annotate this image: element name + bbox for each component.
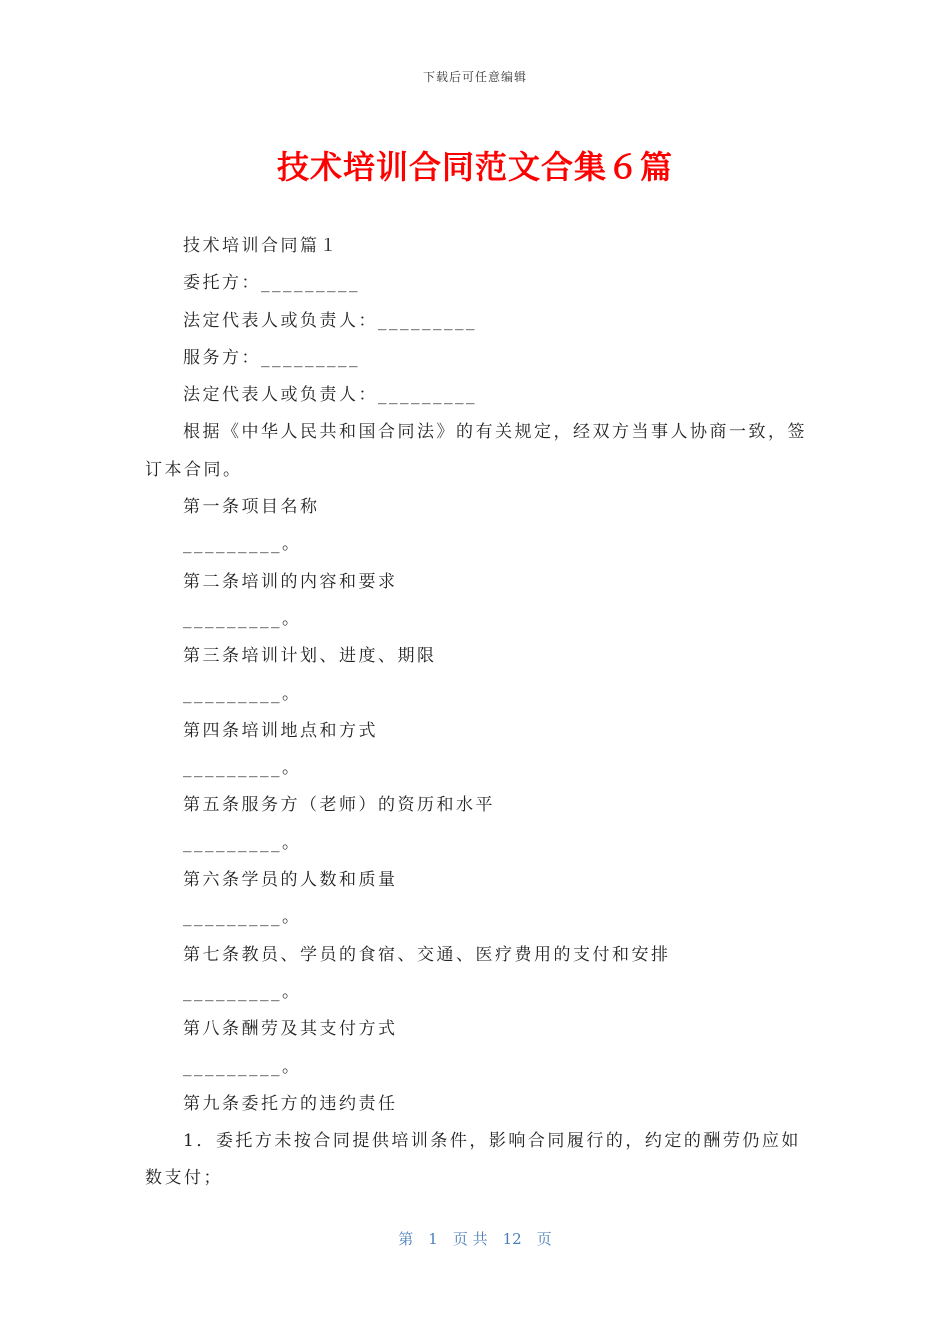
page-number-footer: 第 1 页 共 12 页 — [398, 1230, 552, 1248]
article-6-blank: _________。 — [183, 907, 302, 928]
article-4-blank: _________。 — [183, 758, 302, 779]
article-4-title: 第四条培训地点和方式 — [183, 720, 378, 741]
article-2-blank: _________。 — [183, 608, 302, 629]
article-7-title: 第七条教员、学员的食宿、交通、医疗费用的支付和安排 — [183, 944, 671, 965]
document-title: 技术培训合同范文合集６篇 — [276, 148, 673, 186]
article-5-blank: _________。 — [183, 832, 302, 853]
article-9-title: 第九条委托方的违约责任 — [183, 1093, 398, 1114]
article-6-title: 第六条学员的人数和质量 — [183, 870, 398, 891]
paragraph-heading: 技术培训合同篇１ — [183, 236, 339, 256]
article-1-title: 第一条项目名称 — [183, 497, 320, 518]
article-3-title: 第三条培训计划、进度、期限 — [183, 646, 437, 667]
article-3-blank: _________。 — [183, 683, 302, 704]
article-2-title: 第二条培训的内容和要求 — [183, 571, 398, 592]
article-8-blank: _________。 — [183, 1056, 302, 1077]
paragraph-client: 委托方：_________ — [183, 273, 360, 294]
paragraph-client-representative: 法定代表人或负责人：_________ — [183, 310, 477, 331]
article-7-blank: _________。 — [183, 981, 302, 1002]
document-body — [145, 228, 810, 1198]
article-1-blank: _________。 — [183, 534, 302, 555]
paragraph-provider: 服务方：_________ — [183, 347, 360, 368]
article-9-clause-1: 1．委托方未按合同提供培训条件，影响合同履行的，约定的酬劳仍应如数支付； — [145, 1131, 801, 1189]
article-5-title: 第五条服务方（老师）的资历和水平 — [183, 795, 495, 816]
paragraph-provider-representative: 法定代表人或负责人：_________ — [183, 385, 477, 406]
paragraph-preamble: 根据《中华人民共和国合同法》的有关规定，经双方当事人协商一致，签订本合同。 — [145, 422, 807, 480]
header-note: 下载后可任意编辑 — [422, 70, 527, 84]
article-8-title: 第八条酬劳及其支付方式 — [183, 1019, 398, 1040]
